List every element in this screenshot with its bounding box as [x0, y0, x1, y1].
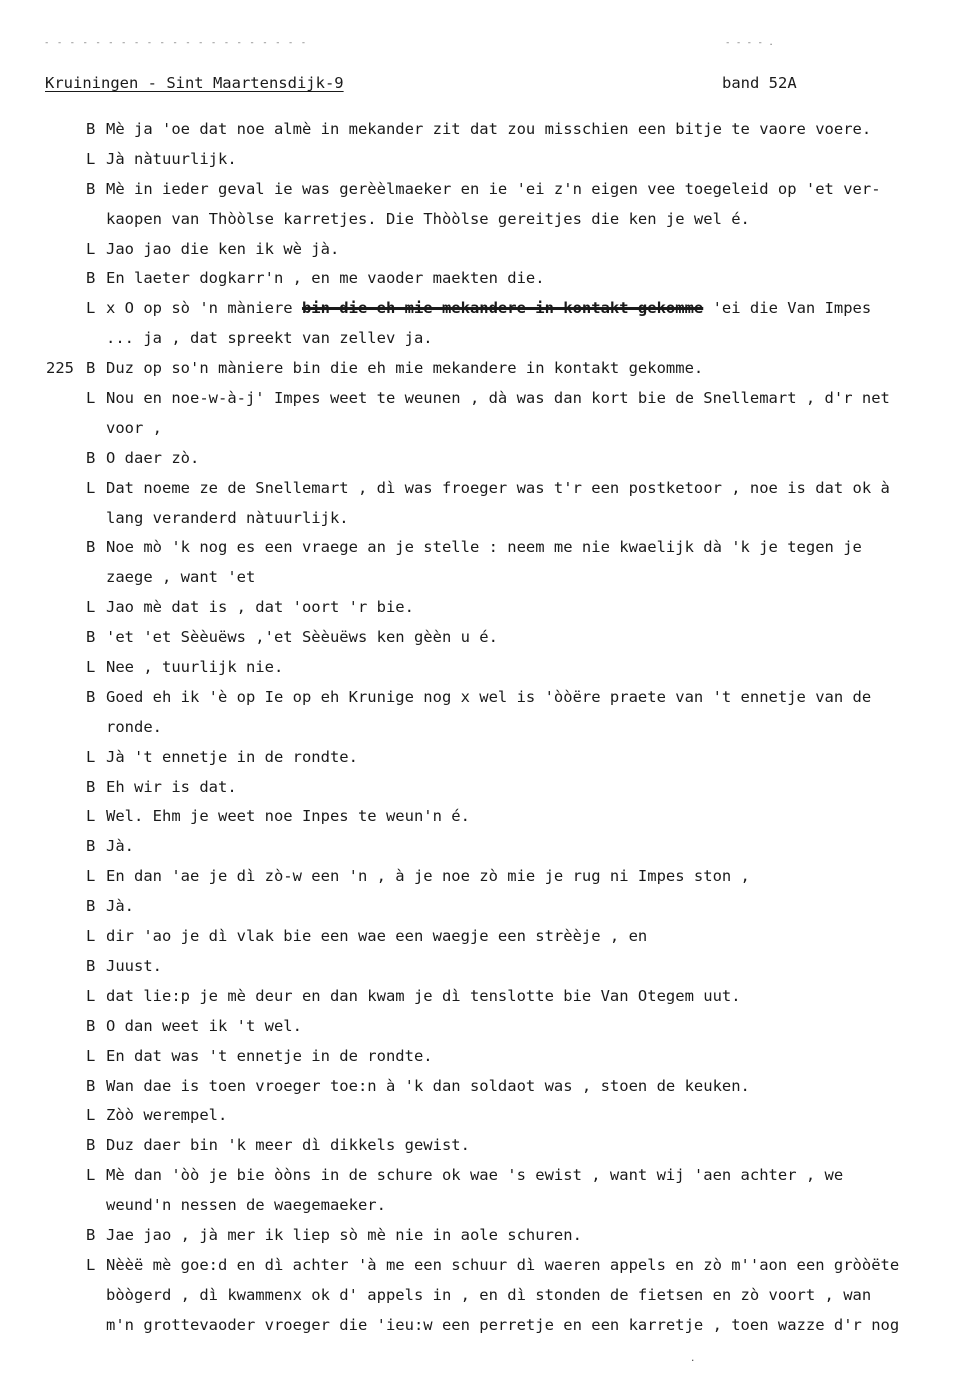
transcript-line: [0, 1191, 979, 1221]
utterance-text: Nou en noe-w-à-j' Impes weet te weunen , dà was dan kort bie de Snellemart , d'r net: [106, 389, 890, 408]
speaker-label: L: [86, 598, 96, 617]
utterance-text: Mè in ieder geval ie was gerèèlmaeker en ie 'ei z'n eigen vee toegeleid op 'et ver-: [106, 179, 881, 198]
top-scan-noise-right: - - - - .: [725, 38, 774, 48]
utterance-text: Jae jao , jà mer ik liep sò mè nie in aole schuren.: [106, 1225, 582, 1244]
utterance-text: Eh wir is dat.: [106, 777, 237, 796]
transcript-line: [0, 862, 979, 892]
speaker-label: B: [86, 1136, 96, 1155]
struck-through-text: bin die eh mie mekandere in kontakt gekomme: [301, 299, 704, 318]
speaker-label: B: [86, 1016, 96, 1035]
speaker-label: L: [86, 658, 96, 677]
speaker-label: L: [86, 299, 96, 318]
utterance-text: Duz op so'n màniere bin die eh mie mekandere in kontakt gekomme.: [106, 359, 704, 378]
transcript-line: [0, 264, 979, 294]
transcript-line: [0, 623, 979, 653]
utterance-text: ronde.: [106, 717, 162, 736]
speaker-label: L: [86, 986, 96, 1005]
utterance-text: Goed eh ik 'è op Ie op eh Krunige nog x wel is 'òòëre praete van 't ennetje van de: [106, 687, 872, 706]
utterance-text: O daer zò.: [106, 448, 200, 467]
speaker-label: B: [86, 120, 96, 138]
transcript-line: [0, 414, 979, 444]
speaker-label: B: [86, 359, 96, 378]
transcript-line: [0, 474, 979, 504]
speaker-label: L: [86, 1255, 96, 1274]
speaker-label: B: [86, 1076, 96, 1095]
utterance-text: m'n grottevaoder vroeger die 'ieu:w een perretje en een karretje , toen wazze d'r nog: [106, 1315, 900, 1334]
transcript-line: [0, 952, 979, 982]
transcript-line: [0, 1012, 979, 1042]
transcript-line: [0, 1311, 979, 1341]
footer-mark: .: [690, 1354, 696, 1364]
speaker-label: L: [86, 747, 96, 766]
utterance-text: Juust.: [106, 956, 162, 975]
transcript-line: [0, 115, 979, 145]
speaker-label: B: [86, 628, 96, 647]
utterance-text: Jà nàtuurlijk.: [106, 149, 237, 168]
top-scan-noise: - - - - - - - - - - - - - - - - - - - - -: [44, 38, 308, 48]
transcript-line: [0, 1221, 979, 1251]
utterance-text: Nee , tuurlijk nie.: [106, 658, 284, 677]
utterance-text: lang veranderd nàtuurlijk.: [106, 508, 349, 527]
utterance-text: kaopen van Thòòlse karretjes. Die Thòòlse gereitjes die ken je wel é.: [106, 209, 750, 228]
utterance-text: O dan weet ik 't wel.: [106, 1016, 302, 1035]
transcript-line: [0, 145, 979, 175]
speaker-label: L: [86, 239, 96, 258]
speaker-label: B: [86, 448, 96, 467]
utterance-text-part: x O op sò 'n màniere: [106, 299, 302, 318]
transcript-line: [0, 563, 979, 593]
transcript-line: [0, 1101, 979, 1131]
transcript-line: [0, 892, 979, 922]
transcript-line: [0, 235, 979, 265]
speaker-label: L: [86, 389, 96, 408]
transcript-line: [0, 1042, 979, 1072]
utterance-text: Nèèë mè goe:d en dì achter 'à me een schuur dì waeren appels en zò m''aon een gròòëte: [106, 1255, 900, 1274]
speaker-label: L: [86, 807, 96, 826]
utterance-text: Jao mè dat is , dat 'oort 'r bie.: [106, 598, 414, 617]
transcript-line: [0, 175, 979, 205]
utterance-text: Jà.: [106, 837, 134, 856]
speaker-label: L: [86, 1166, 96, 1185]
utterance-text: En laeter dogkarr'n , en me vaoder maekten die.: [106, 269, 545, 288]
speaker-label: L: [86, 867, 96, 886]
transcript-line: [0, 773, 979, 803]
transcript-line: [0, 683, 979, 713]
speaker-label: B: [86, 956, 96, 975]
transcript-line: [0, 205, 979, 235]
transcript-line: [0, 713, 979, 743]
utterance-text: Dat noeme ze de Snellemart , dì was froeger was t'r een postketoor , noe is dat ok à: [106, 478, 890, 497]
utterance-text: Mè dan 'òò je bie òòns in de schure ok wae 's ewist , want wij 'aen achter , we: [106, 1166, 844, 1185]
transcript-line: [0, 1072, 979, 1102]
transcript-line: [0, 922, 979, 952]
speaker-label: B: [86, 538, 96, 557]
transcript-line: [0, 504, 979, 534]
transcript-line: [0, 743, 979, 773]
speaker-label: B: [86, 897, 96, 916]
transcript-line: [0, 444, 979, 474]
transcript-line: [0, 832, 979, 862]
utterance-text: weund'n nessen de waegemaeker.: [106, 1196, 386, 1215]
utterance-text: bòògerd , dì kwammenx ok d' appels in , en dì stonden de fietsen en zò voort , wan: [106, 1285, 872, 1304]
transcript-body: [0, 115, 979, 1341]
utterance-text: En dan 'ae je dì zò-w een 'n , à je noe zò mie je rug ni Impes ston ,: [106, 867, 750, 886]
transcript-line: [0, 384, 979, 414]
utterance-text: Jao jao die ken ik wè jà.: [106, 239, 340, 258]
utterance-text: 'et 'et Sèèuëws ,'et Sèèuëws ken gèèn u é.: [106, 628, 498, 647]
transcript-line: [0, 802, 979, 832]
speaker-label: B: [86, 269, 96, 288]
utterance-text: Mè ja 'oe dat noe almè in mekander zit dat zou misschien een bitje te vaore voere.: [106, 120, 872, 138]
transcript-line: [0, 1251, 979, 1281]
transcript-line: [0, 1161, 979, 1191]
speaker-label: B: [86, 179, 96, 198]
utterance-text: Duz daer bin 'k meer dì dikkels gewist.: [106, 1136, 470, 1155]
transcript-line: [0, 982, 979, 1012]
utterance-text: Jà.: [106, 897, 134, 916]
transcript-line: [0, 324, 979, 354]
speaker-label: L: [86, 927, 96, 946]
speaker-label: B: [86, 837, 96, 856]
transcript-line: [0, 593, 979, 623]
utterance-text: Zòò werempel.: [106, 1106, 228, 1125]
utterance-text: En dat was 't ennetje in de rondte.: [106, 1046, 433, 1065]
speaker-label: L: [86, 478, 96, 497]
transcript-line: [0, 1131, 979, 1161]
transcript-line: [0, 533, 979, 563]
utterance-text: [106, 294, 871, 324]
utterance-text: dir 'ao je dì vlak bie een wae een waegje een strèèje , en: [106, 927, 648, 946]
speaker-label: B: [86, 687, 96, 706]
line-counter: 225: [46, 359, 74, 378]
utterance-text-part: 'ei die Van Impes: [703, 299, 872, 318]
speaker-label: L: [86, 1046, 96, 1065]
transcript-line: [0, 653, 979, 683]
utterance-text: Jà 't ennetje in de rondte.: [106, 747, 358, 766]
speaker-label: L: [86, 1106, 96, 1125]
speaker-label: L: [86, 149, 96, 168]
speaker-label: B: [86, 1225, 96, 1244]
transcript-line: [0, 354, 979, 384]
utterance-text: ... ja , dat spreekt van zellev ja.: [106, 329, 433, 348]
utterance-text: voor ,: [106, 418, 162, 437]
utterance-text: Noe mò 'k nog es een vraege an je stelle : neem me nie kwaelijk dà 'k je tegen je: [106, 538, 862, 557]
utterance-text: dat lie:p je mè deur en dan kwam je dì tenslotte bie Van Otegem uut.: [106, 986, 741, 1005]
band-number: band 52A: [722, 74, 797, 92]
transcript-line: [0, 294, 979, 324]
page-header: [45, 74, 815, 96]
transcript-line: [0, 1281, 979, 1311]
page-title: Kruiningen - Sint Maartensdijk-9: [45, 74, 344, 92]
utterance-text: Wan dae is toen vroeger toe:n à 'k dan soldaot was , stoen de keuken.: [106, 1076, 750, 1095]
utterance-text: Wel. Ehm je weet noe Inpes te weun'n é.: [106, 807, 470, 826]
utterance-text: zaege , want 'et: [106, 568, 256, 587]
speaker-label: B: [86, 777, 96, 796]
